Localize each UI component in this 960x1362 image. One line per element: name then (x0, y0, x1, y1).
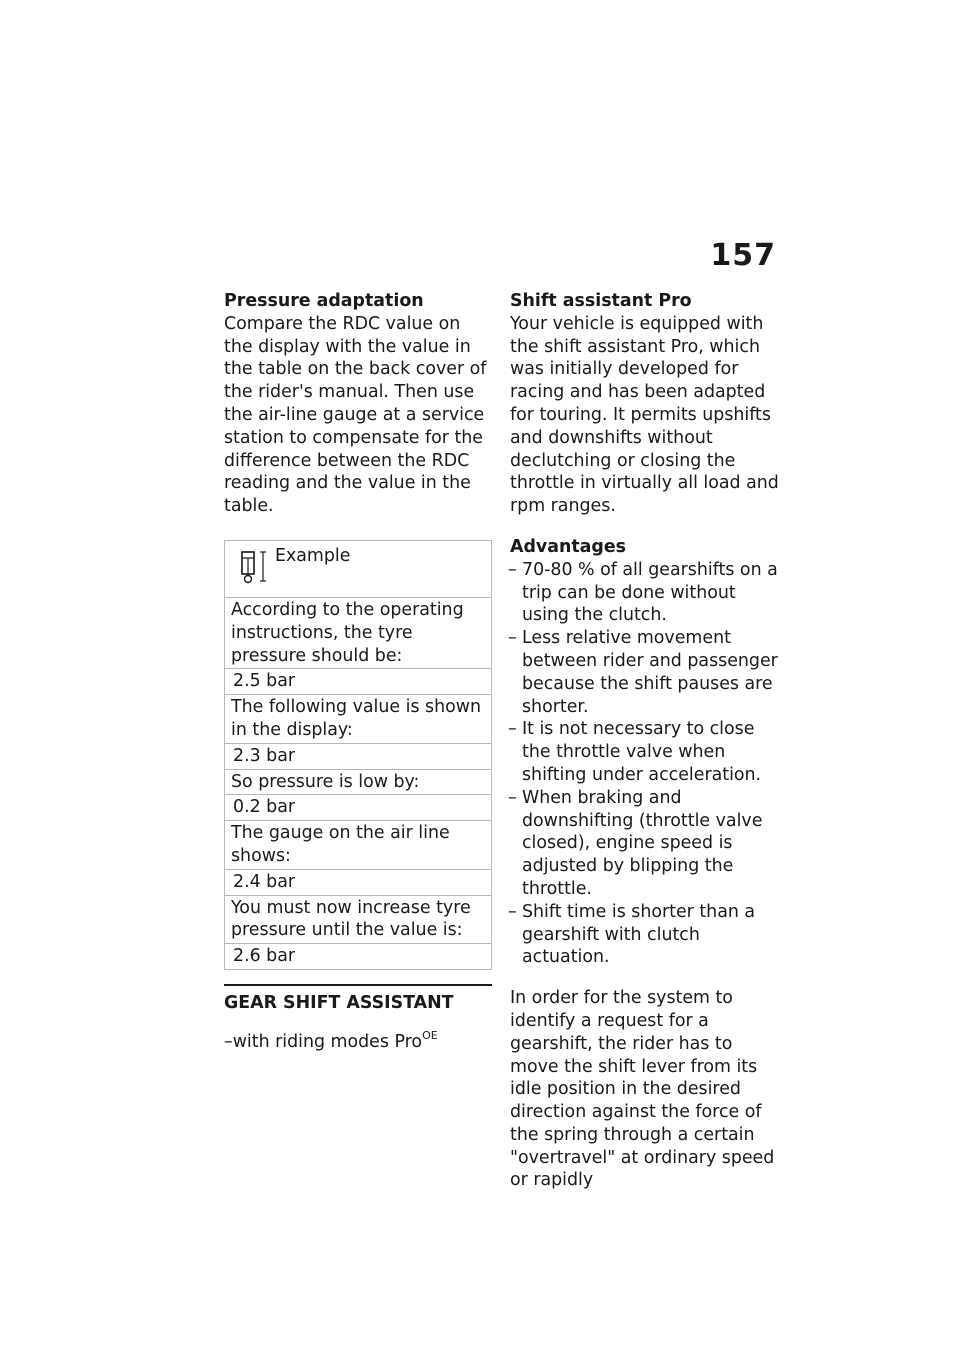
example-step: So pressure is low by: (225, 770, 491, 796)
example-header (225, 541, 491, 598)
example-value: 2.6 bar (225, 944, 491, 969)
advantage-item: – Less relative movement between rider and passenger because the shift pauses are shorter. (508, 628, 778, 717)
advantage-item: – It is not necessary to close the throttle valve when shifting under acceleration. (508, 719, 762, 785)
gear-shift-assistant-title: GEAR SHIFT ASSISTANT (224, 984, 492, 1015)
advantage-item: – 70-80 % of all gearshifts on a trip can be done without using the clutch. (508, 559, 778, 626)
advantages-heading: Advantages (510, 536, 627, 557)
riding-modes-note (224, 1025, 494, 1054)
pressure-gauge-icon (239, 549, 269, 585)
advantage-item: – When braking and downshifting (throttle valve closed), engine speed is adjusted by blipping the throttle. (508, 787, 763, 899)
example-step: The gauge on the air line shows: (225, 821, 491, 870)
left-column (224, 290, 494, 1054)
shift-assistant-heading: Shift assistant Pro (510, 291, 692, 311)
example-value: 2.3 bar (225, 744, 491, 770)
advantages-list (510, 559, 782, 969)
example-label: Example (275, 545, 351, 566)
example-step: You must now increase tyre pressure until the value is: (225, 896, 491, 945)
example-step: The following value is shown in the display: (225, 695, 491, 744)
example-value: 2.4 bar (225, 870, 491, 896)
example-rows (225, 598, 491, 969)
right-column (510, 290, 782, 1192)
shift-request-text: In order for the system to identify a request for a gearshift, the rider has to move the shift lever from its idle position in the desired direction against the force of the spring through a certain "overtravel" at ordinary speed or rapidly (510, 988, 775, 1191)
oe-superscript: OE (422, 1028, 438, 1042)
pressure-adaptation-heading: Pressure adaptation (224, 291, 424, 311)
advantage-item: – Shift time is shorter than a gearshift with clutch actuation. (508, 901, 756, 968)
example-value: 0.2 bar (225, 795, 491, 821)
example-value: 2.5 bar (225, 669, 491, 695)
pressure-adaptation-text: Compare the RDC value on the display with the value in the table on the back cover of the rider's manual. Then use the air-line gauge at a service station to compensate for the difference between the RDC reading and the value in the table. (224, 313, 487, 517)
example-step: According to the operating instructions, the tyre pressure should be: (225, 598, 491, 669)
riding-modes-text: –with riding modes Pro (224, 1031, 423, 1052)
page-number: 157 (710, 238, 776, 273)
example-table (224, 540, 492, 970)
shift-assistant-intro: Your vehicle is equipped with the shift assistant Pro, which was initially developed for racing and has been adapted for touring. It permits upshifts and downshifts without declutching or closing the throttle in virtually all load and rpm ranges. (510, 313, 779, 517)
